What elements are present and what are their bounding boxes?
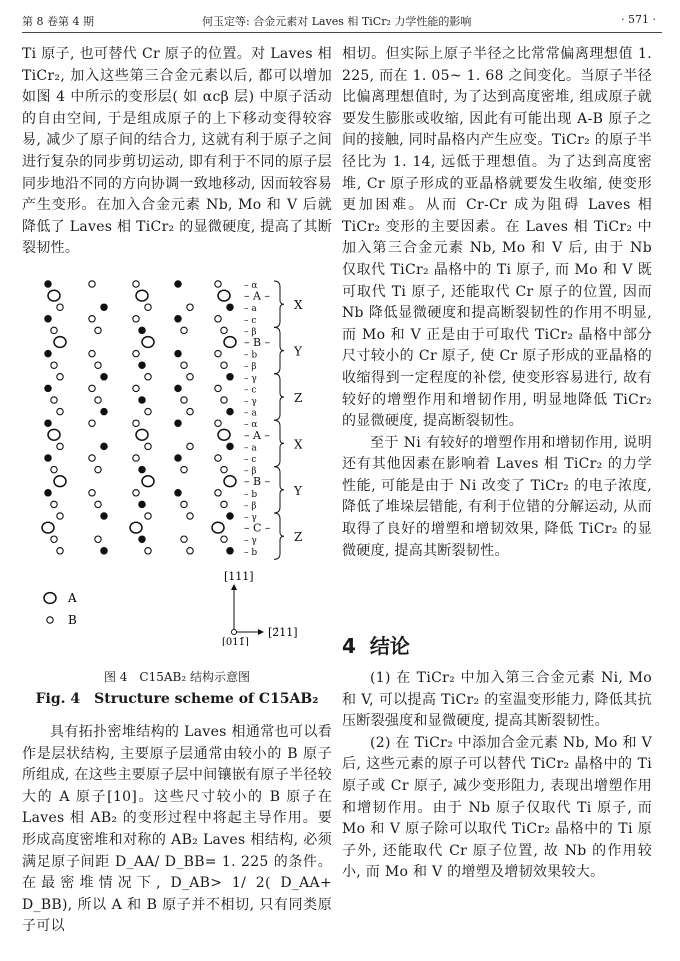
atom-b [57,408,63,414]
atom-b [133,385,139,391]
atom-b [175,490,181,496]
atom-b [227,443,233,449]
atom-a [136,429,148,440]
atom-b [221,397,227,403]
layer-label: – α [244,420,258,431]
atom-b [89,385,95,391]
atom-b [221,501,227,507]
atom-b [181,362,187,368]
paragraph-right-top: 相切。但实际上原子半径之比常常偏离理想值 1. 225, 而在 1. 05~ 1. 68 之间变化。当原子半径比偏离理想值时, 为了达到高度密堆, 组成原子就要发生膨胀或收缩, 因此有可能出现 A-B 原子之间的接触, 同时晶格内产生应变。TiCr₂ 的原子半径比为 1. 14, 远低于理想值。为了达到高度密堆, Cr 原子形成的亚晶格就要发生收缩, 使变形更加困难。从而 Cr-Cr 成为阻碍 Laves 相 TiCr₂ 变形的主要因素。在 Laves 相 TiCr₂ 中加入第三合金元素 Nb, Mo 和 V 后, 由于 Nb 仅取代 TiCr₂ 晶格中的 Ti 原子, 而 Mo 和 V 既可取代 Ti 原子, 还能取代 Cr 原子的位置, 因而 Nb 降低显微硬度和提高断裂韧性的作用不明显, 而 Mo 和 V 正是由于可取代 TiCr₂ 晶格中部分尺寸较小的 Cr 原子, 使 Cr 原子形成的亚晶格的收缩得到一定程度的补偿, 使变形容易进行, 故有较好的增塑作用和增韧作用, 明显地降低 TiCr₂ 的显微硬度, 提高断裂韧性。 [342,46,652,430]
axis-arrow-up [231,584,237,590]
atom-b [51,466,57,472]
atom-a [142,476,154,487]
layer-label: – A – [244,428,270,442]
group-label: Y [294,483,302,498]
atom-b [215,490,221,496]
atom-b [175,455,181,461]
group-brace [274,513,284,559]
layer-label: – b [244,489,258,500]
atom-b [45,350,51,356]
atom-b [215,350,221,356]
layer-label: – b [244,547,258,558]
atom-a [142,337,154,348]
atom-b [95,362,101,368]
layer-label: – β [244,327,257,338]
axis-label-011: [011̄] [222,637,249,646]
atom-b [57,443,63,449]
c15-structure-diagram [22,276,332,646]
layer-label: – b [244,350,258,361]
atom-b [139,466,145,472]
atom-b [133,281,139,287]
atom-b [175,420,181,426]
atom-b [89,281,95,287]
atom-b [221,362,227,368]
legend-atom-b [47,617,53,623]
atom-b [133,455,139,461]
atom-b [187,408,193,414]
atom-a [136,290,148,301]
legend-label-b: B [68,613,77,627]
group-brace [274,374,284,420]
atom-a [224,476,236,487]
atom-b [89,316,95,322]
layer-label: – B – [244,475,271,489]
running-header [22,10,662,33]
atom-a [130,522,142,533]
atom-b [187,513,193,519]
layer-label: – C – [244,521,271,535]
atom-b [57,548,63,554]
left-column-bottom [22,722,332,938]
atom-b [181,536,187,542]
conclusion-2: (2) 在 TiCr₂ 中添加合金元素 Nb, Mo 和 V 后, 这些元素的原子可以替代 TiCr₂ 晶格中的 Ti 原子或 Cr 原子, 减少变形阻力, 表现出增塑作用和增韧作用。由于 Nb 原子仅取代 Ti 原子, 而 Mo 和 V 原子除可以取代 TiCr₂ 晶格中的 Ti 原子外, 还能取代 Cr 原子位置, 故 Nb 的作用较小, 而 Mo 和 V 的增塑及增韧效果较大。 [342,734,652,881]
atom-a [212,522,224,533]
atom-b [175,385,181,391]
group-brace [274,327,284,373]
atom-b [221,536,227,542]
atom-b [101,304,107,310]
atom-b [227,304,233,310]
group-brace [274,467,284,513]
atom-b [51,397,57,403]
layer-label: – γ [244,536,257,547]
atom-b [101,513,107,519]
atom-a [54,476,66,487]
atom-b [95,327,101,333]
group-brace [274,420,284,466]
atom-b [57,304,63,310]
atom-b [95,536,101,542]
atom-b [215,281,221,287]
atom-b [175,350,181,356]
group-label: Y [294,344,302,359]
atom-b [227,548,233,554]
atom-b [101,374,107,380]
header-volume: 第 8 卷第 4 期 [22,15,94,28]
atom-b [45,316,51,322]
atom-b [133,490,139,496]
atom-b [221,327,227,333]
layer-label: – β [244,362,257,373]
atom-b [45,420,51,426]
atom-b [221,466,227,472]
atom-b [227,408,233,414]
atom-b [101,408,107,414]
group-label: X [294,298,303,313]
figure-caption-cn: 图 4 C15AB₂ 结构示意图 [103,670,250,684]
group-label: Z [294,391,303,405]
atom-b [145,374,151,380]
atom-b [145,408,151,414]
atom-b [57,374,63,380]
atom-b [181,327,187,333]
atom-b [227,374,233,380]
atom-b [139,536,145,542]
layer-label: – α [244,281,258,291]
atom-b [145,548,151,554]
right-column-top [342,44,652,562]
legend-label-a: A [68,591,77,605]
layer-label: – γ [244,397,257,407]
atom-b [187,443,193,449]
atom-b [133,350,139,356]
atom-b [145,443,151,449]
atom-a [218,290,230,301]
atom-b [89,490,95,496]
atom-b [51,536,57,542]
atom-b [95,501,101,507]
atom-b [139,327,145,333]
atom-b [57,513,63,519]
conclusion-1: (1) 在 TiCr₂ 中加入第三合金元素 Ni, Mo 和 V, 可以提高 TiCr₂ 的室温变形能力, 降低其抗压断裂强度和显微硬度, 提高其断裂韧性。 [342,670,652,730]
atom-b [95,397,101,403]
atom-b [187,374,193,380]
atom-b [95,466,101,472]
axis-label-211: [2̄11] [268,626,298,639]
atom-a [48,429,60,440]
group-label: Z [294,530,303,545]
header-page-number: · 571 · [621,13,656,26]
figure-caption-en: Fig. 4 Structure scheme of C15AB₂ [35,691,319,707]
atom-b [133,420,139,426]
layer-label: – A – [244,289,270,303]
group-brace [274,281,284,327]
legend-atom-a [44,593,56,604]
atom-b [181,466,187,472]
atom-b [89,455,95,461]
atom-b [175,281,181,287]
atom-b [181,501,187,507]
atom-b [181,397,187,403]
header-title: 何玉定等: 合金元素对 Laves 相 TiCr₂ 力学性能的影响 [202,15,472,28]
atom-b [215,316,221,322]
atom-b [187,548,193,554]
atom-b [215,455,221,461]
atom-b [139,397,145,403]
atom-a [54,337,66,348]
atom-b [101,443,107,449]
section-title: 结论 [369,634,410,658]
atom-a [48,290,60,301]
layer-label: – c [244,385,257,396]
atom-b [139,501,145,507]
atom-b [45,281,51,287]
section-number: 4 [342,634,356,658]
atom-b [101,548,107,554]
layer-label: – a [244,408,257,419]
atom-b [145,513,151,519]
paragraph-left-top: Ti 原子, 也可替代 Cr 原子的位置。对 Laves 相 TiCr₂, 加入这些第三合金元素以后, 都可以增加如图 4 中所示的变形层( 如 αcβ 层) 中原子活动的自由空间, 于是组成原子的上下移动变得较容易, 减少了原子间的结合力, 这就有利于原子之间进行复杂的同步剪切运动, 即有利于不同的原子层同步地沿不同的方向协调一致地移动, 因而较容易产生变形。在加入合金元素 Nb, Mo 和 V 后就降低了 Laves 相 TiCr₂ 的显微硬度, 提高了其断裂韧性。 [22,46,332,257]
layer-label: – a [244,443,257,454]
atom-b [133,316,139,322]
figure-4-structure-scheme [22,276,332,646]
atom-b [45,490,51,496]
layer-label: – β [244,501,257,512]
group-label: X [294,437,303,452]
atom-a [42,522,54,533]
atom-b [227,513,233,519]
layer-label: – c [244,455,257,465]
layer-label: – γ [244,513,257,523]
atom-b [89,350,95,356]
layer-label: – γ [244,373,257,384]
atom-b [45,455,51,461]
layer-label: – B – [244,336,271,349]
atom-a [218,429,230,440]
axis-label-111: [111] [224,570,254,583]
atom-a [224,337,236,348]
paragraph-left-bottom: 具有拓扑密堆结构的 Laves 相通常也可以看作是层状结构, 主要原子层通常由较小的 B 原子所组成, 在这些主要原子层中间镶嵌有原子半径较大的 A 原子[10]。这些尺寸较小的 B 原子在 Laves 相 AB₂ 的变形过程中将起主导作用。要形成高度密堆和对称的 AB₂ Laves 相结构, 必须满足原子间距 D_AA/ D_BB= 1. 225 的条件。在最密堆情况下, D_AB> 1/ 2( D_AA+ D_BB), 所以 A 和 B 原子并不相切, 只有同类原子可以 [22,724,332,935]
atom-b [89,420,95,426]
layer-label: – β [244,466,257,477]
section-heading [342,630,424,659]
layer-label: – a [244,304,257,315]
atom-b [215,385,221,391]
atom-b [215,420,221,426]
right-column-conclusions [342,668,652,884]
atom-b [145,304,151,310]
axis-origin [232,630,237,635]
atom-b [175,316,181,322]
layer-label: – c [244,315,257,326]
atom-b [187,304,193,310]
left-column-top [22,44,332,260]
atom-b [51,501,57,507]
axis-arrow-right [258,629,264,635]
atom-b [51,327,57,333]
paragraph-right-ni: 至于 Ni 有较好的增塑作用和增韧作用, 说明还有其他因素在影响着 Laves 相 TiCr₂ 的力学性能, 可能是由于 Ni 改变了 TiCr₂ 的电子浓度, 降低了堆垛层错能, 有利于位错的分解运动, 从而取得了良好的增塑和增韧效果, 降低 TiCr₂ 的显微硬度, 提高其断裂韧性。 [342,434,652,559]
atom-b [51,362,57,368]
atom-b [45,385,51,391]
atom-b [139,362,145,368]
